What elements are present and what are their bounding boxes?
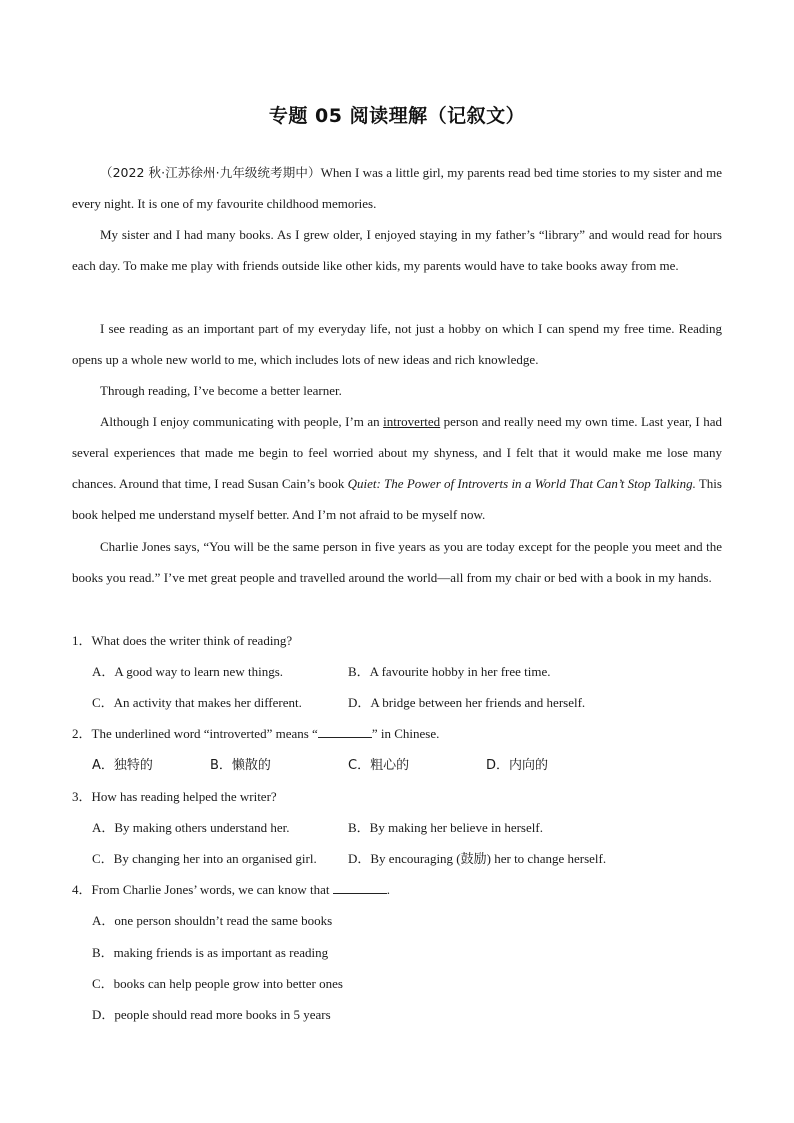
question-1-stem: 1．What does the writer think of reading? [72, 633, 293, 648]
question-4-stem [72, 874, 722, 905]
question-2-stem-b: ” in Chinese. [371, 726, 440, 741]
question-4-option-b[interactable]: B．making friends is as important as reading [92, 945, 329, 960]
passage-paragraph-2: My sister and I had many books. As I grew older, I enjoyed staying in my father’s “library” and would read for hours each day. To make me play with friends outside like other kids, my parents would have to take books away from me. [72, 227, 722, 273]
passage-paragraph-4: Through reading, I’ve become a better learner. [100, 383, 342, 398]
question-3-option-c[interactable]: C．By changing her into an organised girl. [92, 851, 317, 866]
question-3-option-a[interactable]: A．By making others understand her. [92, 820, 290, 835]
question-4-stem-b: . [386, 882, 391, 897]
answer-blank [333, 881, 387, 894]
passage-paragraph-5 [72, 406, 722, 530]
question-1-option-b[interactable]: B．A favourite hobby in her free time. [348, 664, 551, 679]
paragraph-5-text-b: person and really need my own time. Last year, I had several experiences that made me begin to feel worried about my shyness, and I felt that it would make me lose many chances. Around that time, I read Susan Cain’s book [72, 414, 722, 491]
question-1-option-c[interactable]: C．An activity that makes her different. [92, 695, 302, 710]
question-2-option-c[interactable]: C．粗心的 [348, 758, 410, 773]
paragraph-5-text-c: This book helped me understand myself better. And I’m not afraid to be myself now. [72, 476, 722, 522]
question-2-option-d[interactable]: D．内向的 [486, 758, 549, 773]
passage-paragraph-3: I see reading as an important part of my everyday life, not just a hobby on which I can spend my free time. Reading opens up a whole new world to me, which includes lots of new ideas and rich knowledge. [72, 321, 722, 367]
question-4-option-c[interactable]: C．books can help people grow into better ones [92, 976, 343, 991]
question-1-option-d[interactable]: D．A bridge between her friends and herself. [348, 695, 586, 710]
question-4-stem-a: 4．From Charlie Jones’ words, we can know that [72, 882, 333, 897]
answer-blank [318, 725, 372, 738]
question-3-option-b[interactable]: B．By making her believe in herself. [348, 820, 543, 835]
source-note: （2022 秋·江苏徐州·九年级统考期中） [100, 165, 321, 180]
question-2-stem [72, 718, 722, 749]
question-3-stem: 3．How has reading helped the writer? [72, 789, 277, 804]
question-2-option-a[interactable]: A．独特的 [92, 758, 153, 773]
passage-paragraph-1 [72, 157, 722, 219]
question-2-stem-a: 2．The underlined word “introverted” means “ [72, 726, 318, 741]
underlined-word: introverted [383, 414, 441, 429]
book-title: Quiet: The Power of Introverts in a World That Can’t Stop Talking. [347, 476, 696, 491]
question-4-option-d[interactable]: D．people should read more books in 5 years [92, 1007, 331, 1022]
paragraph-1-text: When I was a little girl, my parents read bed time stories to my sister and me every night. It is one of my favourite childhood memories. [72, 165, 722, 211]
passage-paragraph-6: Charlie Jones says, “You will be the same person in five years as you are today except for the people you meet and the books you read.” I’ve met great people and travelled around the world—all from my chair or bed with a book in my hands. [72, 539, 722, 585]
question-3-option-d[interactable]: D．By encouraging (鼓励) her to change herself. [348, 851, 607, 866]
question-2-option-b[interactable]: B．懒散的 [210, 758, 271, 773]
question-4-option-a[interactable]: A．one person shouldn’t read the same books [92, 913, 333, 928]
paragraph-5-text-a: Although I enjoy communicating with people, I’m an [100, 414, 384, 429]
page-title: 专题 05 阅读理解（记叙文） [268, 105, 526, 127]
question-1-option-a[interactable]: A．A good way to learn new things. [92, 664, 284, 679]
